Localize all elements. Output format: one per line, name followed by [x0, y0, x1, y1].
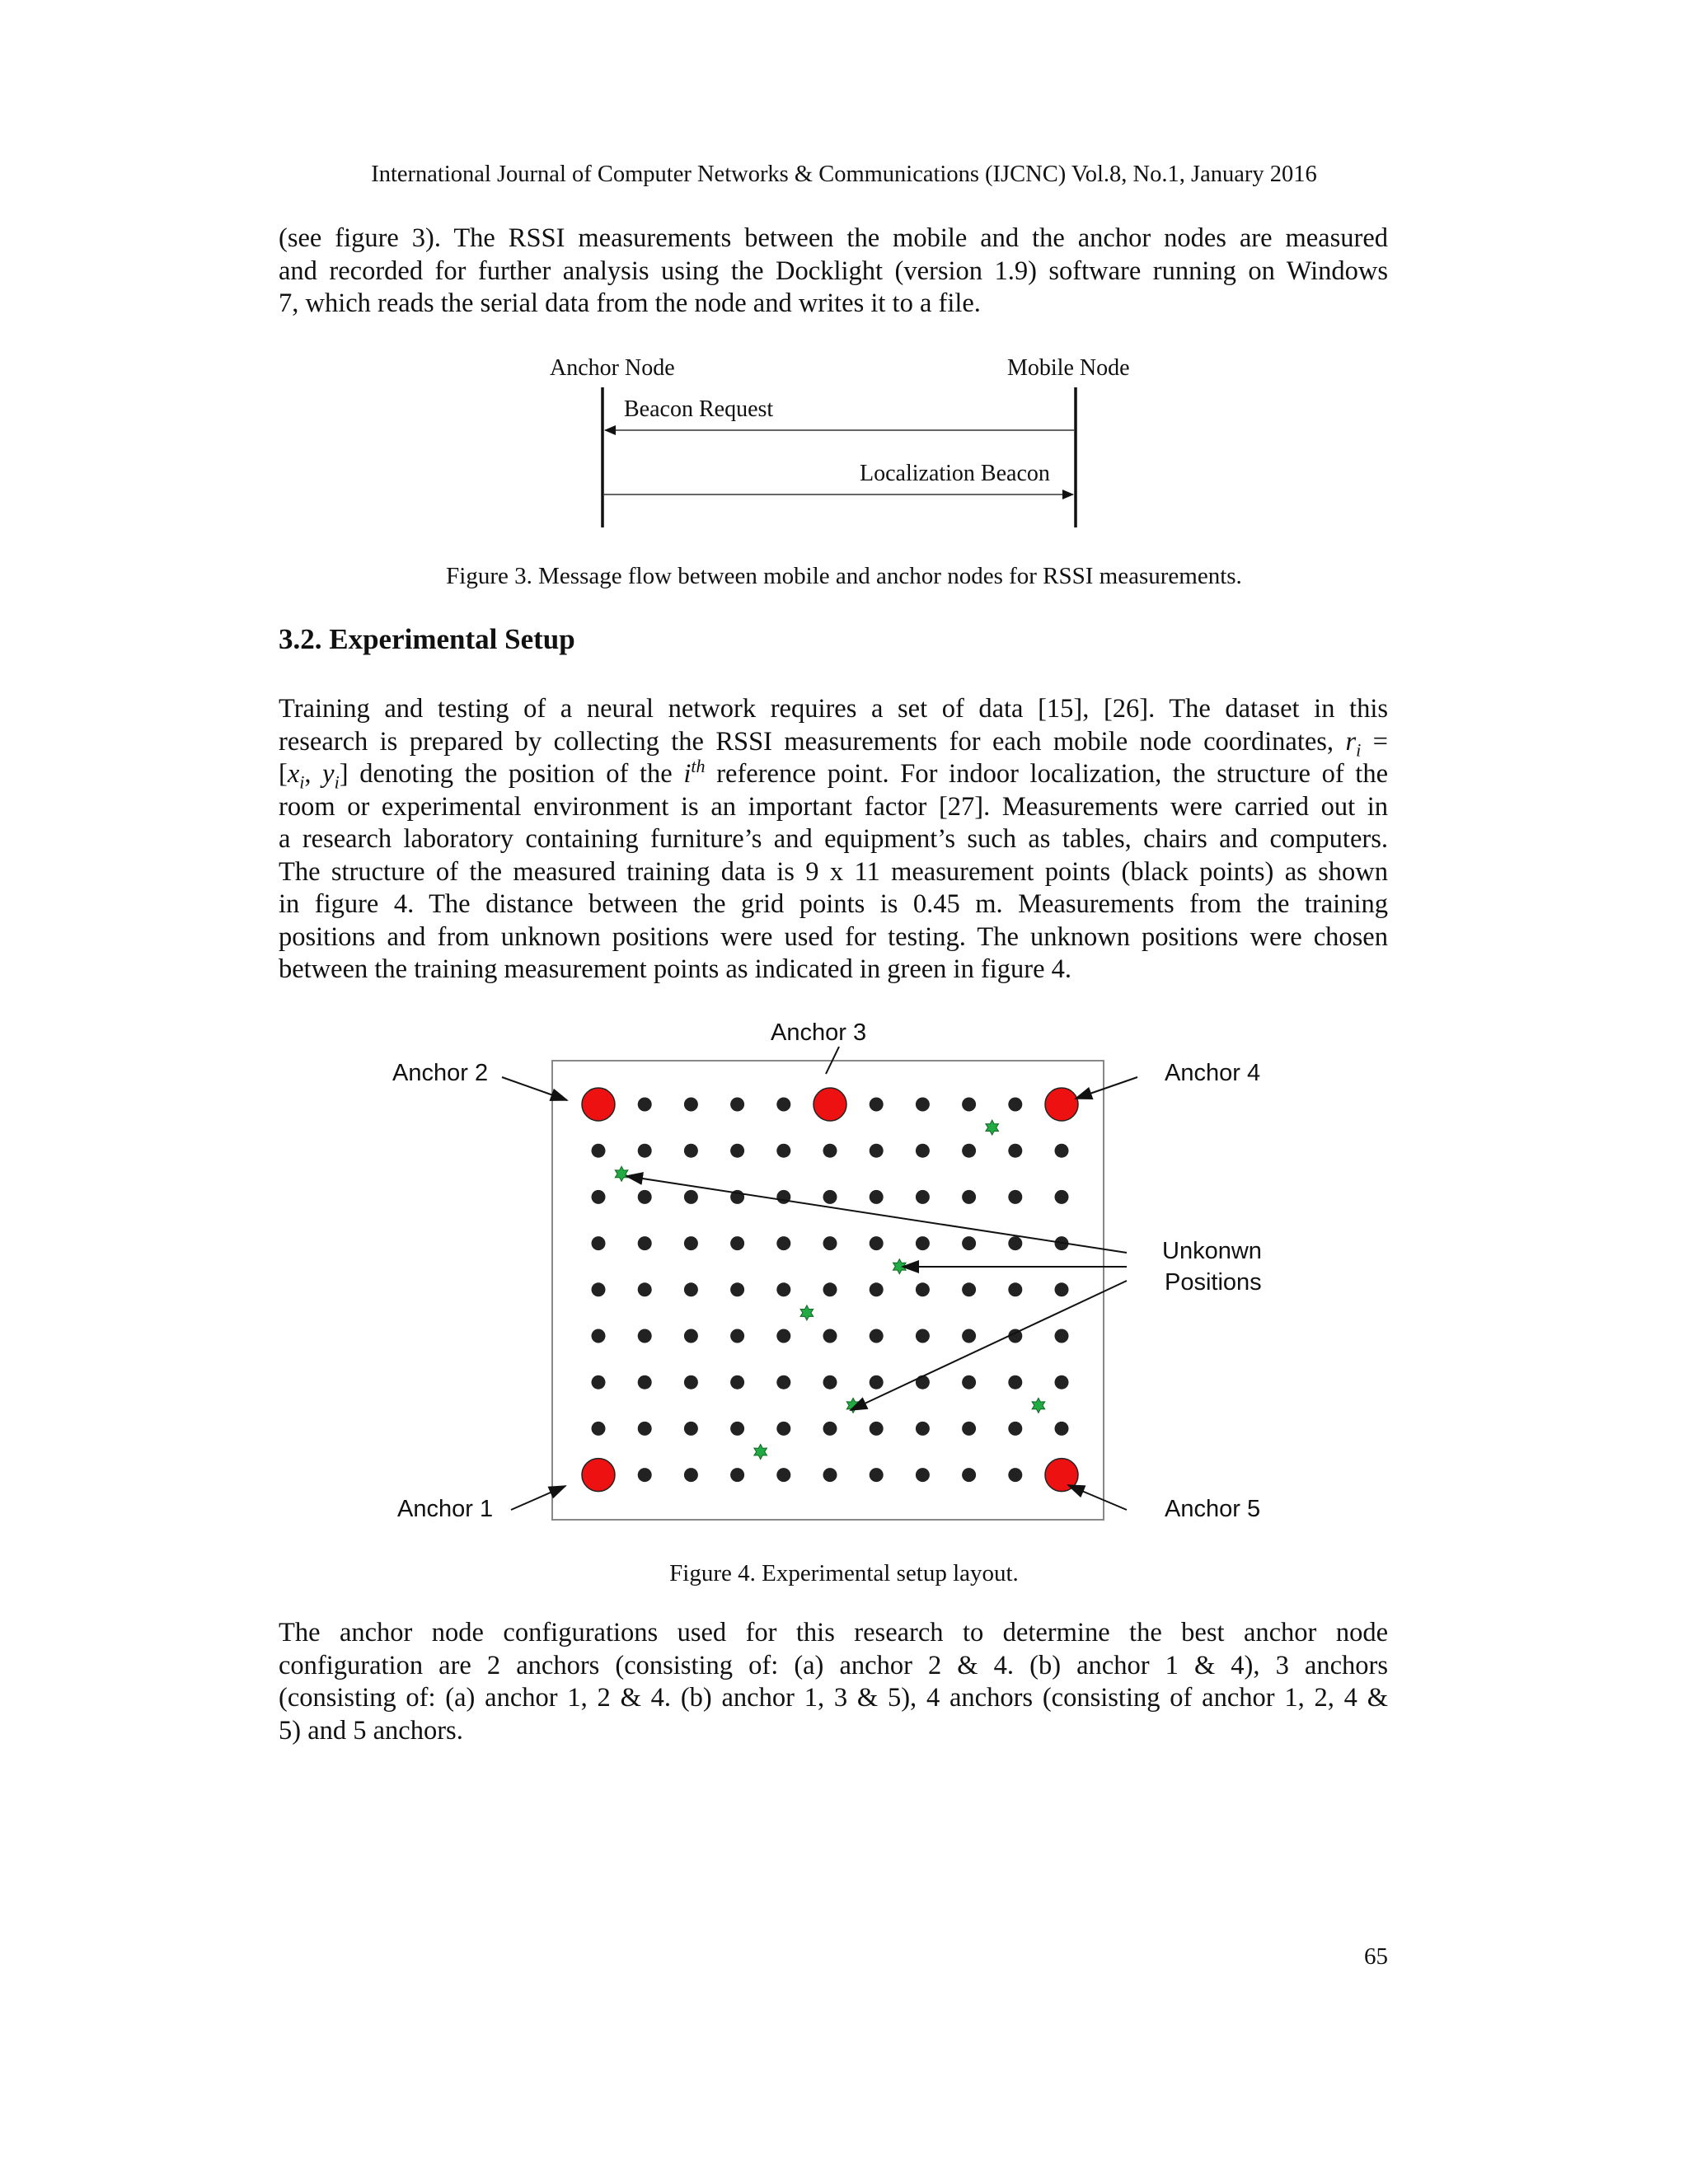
- paragraph-line: a research laboratory containing furniture’s and equipment’s such as tables, chairs and computers.: [279, 824, 1388, 854]
- anchor-3-pointer: [826, 1047, 839, 1074]
- unknown-positions: [615, 1120, 1044, 1459]
- grid-point: [684, 1376, 698, 1390]
- paragraph-intro: [279, 223, 1388, 321]
- grid-point: [916, 1329, 930, 1343]
- grid-point: [916, 1468, 930, 1482]
- grid-point: [870, 1329, 884, 1343]
- grid-point: [823, 1236, 837, 1250]
- grid-point: [776, 1376, 790, 1390]
- paragraph-line: 5) and 5 anchors.: [279, 1715, 463, 1746]
- grid-point: [1008, 1468, 1022, 1482]
- grid-point: [916, 1190, 930, 1204]
- grid-point: [916, 1376, 930, 1390]
- anchor-node: [814, 1088, 846, 1121]
- grid-point: [776, 1236, 790, 1250]
- grid-point: [1055, 1190, 1069, 1204]
- grid-point: [916, 1422, 930, 1436]
- grid-point: [592, 1422, 606, 1436]
- grid-point: [962, 1190, 976, 1204]
- paragraph-line: Training and testing of a neural network requires a set of data [15], [26]. The dataset in this: [279, 694, 1388, 724]
- grid-point: [962, 1098, 976, 1112]
- grid-point: [870, 1236, 884, 1250]
- grid-point: [638, 1098, 652, 1112]
- unknown-label-line1: Unkonwn: [1162, 1238, 1262, 1264]
- unknown-position-star: [846, 1398, 860, 1413]
- grid-point: [730, 1190, 744, 1204]
- grid-point: [776, 1190, 790, 1204]
- grid-point: [684, 1282, 698, 1296]
- grid-point: [776, 1144, 790, 1158]
- grid-point: [916, 1098, 930, 1112]
- grid-point: [962, 1236, 976, 1250]
- grid-point: [1008, 1144, 1022, 1158]
- unknown-position-star: [1032, 1398, 1045, 1413]
- grid-point: [776, 1468, 790, 1482]
- grid-point: [1008, 1236, 1022, 1250]
- anchor-node: [582, 1459, 615, 1492]
- running-header: International Journal of Computer Networks & Communications (IJCNC) Vol.8, No.1, January 2016: [371, 162, 1317, 187]
- localization-beacon-label: Localization Beacon: [860, 461, 1050, 486]
- grid-point: [823, 1282, 837, 1296]
- grid-point: [1008, 1190, 1022, 1204]
- grid-point: [962, 1282, 976, 1296]
- unknown-label-line2: Positions: [1165, 1269, 1262, 1296]
- grid-point: [592, 1236, 606, 1250]
- grid-point: [684, 1329, 698, 1343]
- page-number: 65: [1364, 1943, 1388, 1970]
- grid-point: [1008, 1098, 1022, 1112]
- anchor-4-arrow: [1076, 1077, 1137, 1099]
- paragraph-line: between the training measurement points as indicated in green in figure 4.: [279, 954, 1072, 984]
- grid-point: [870, 1144, 884, 1158]
- grid-point: [638, 1376, 652, 1390]
- grid-point: [870, 1282, 884, 1296]
- unknown-arrow-3: [851, 1281, 1127, 1410]
- grid-point: [684, 1098, 698, 1112]
- grid-point: [638, 1282, 652, 1296]
- grid-point: [684, 1422, 698, 1436]
- unknown-position-star: [615, 1166, 628, 1181]
- grid-point: [684, 1236, 698, 1250]
- grid-point: [638, 1144, 652, 1158]
- grid-point: [638, 1236, 652, 1250]
- grid-point: [823, 1329, 837, 1343]
- paragraph-line: [$x_i$, $y_i$] denoting the position of the $i^{th}$ reference point. For indoor localization, the structure of the: [279, 756, 1389, 793]
- grid-point: [916, 1236, 930, 1250]
- grid-point: [730, 1329, 744, 1343]
- measurement-grid: [582, 1088, 1078, 1492]
- anchor-2-arrow: [502, 1077, 567, 1100]
- grid-point: [962, 1376, 976, 1390]
- grid-point: [870, 1376, 884, 1390]
- grid-point: [730, 1236, 744, 1250]
- grid-point: [638, 1329, 652, 1343]
- grid-point: [870, 1190, 884, 1204]
- grid-point: [1008, 1282, 1022, 1296]
- grid-point: [730, 1144, 744, 1158]
- anchor-3-label: Anchor 3: [771, 1019, 867, 1046]
- grid-point: [638, 1422, 652, 1436]
- grid-point: [776, 1329, 790, 1343]
- paragraph-line: configuration are 2 anchors (consisting of: (a) anchor 2 & 4. (b) anchor 1 & 4), 3 anchors: [279, 1650, 1388, 1680]
- paragraph-line: The structure of the measured training data is 9 x 11 measurement points (black points) as shown: [279, 856, 1388, 887]
- paragraph-line: positions and from unknown positions were used for testing. The unknown positions were chosen: [279, 921, 1388, 952]
- grid-point: [684, 1144, 698, 1158]
- paragraph-line: and recorded for further analysis using the Docklight (version 1.9) software running on Windows: [279, 255, 1388, 286]
- grid-point: [1055, 1422, 1069, 1436]
- grid-point: [730, 1468, 744, 1482]
- anchor-node-label: Anchor Node: [550, 355, 675, 381]
- grid-point: [1055, 1144, 1069, 1158]
- grid-point: [592, 1282, 606, 1296]
- room-outline: [552, 1061, 1104, 1520]
- grid-point: [962, 1468, 976, 1482]
- grid-point: [916, 1144, 930, 1158]
- unknown-position-star: [893, 1259, 907, 1274]
- paragraph-line: room or experimental environment is an important factor [27]. Measurements were carried out in: [279, 791, 1388, 822]
- grid-point: [684, 1468, 698, 1482]
- grid-point: [962, 1422, 976, 1436]
- grid-point: [962, 1144, 976, 1158]
- grid-point: [592, 1144, 606, 1158]
- figure-4-caption: Figure 4. Experimental setup layout.: [669, 1560, 1019, 1586]
- paragraph-line: (consisting of: (a) anchor 1, 2 & 4. (b) anchor 1, 3 & 5), 4 anchors (consisting of anchor 1, 2, 4 &: [279, 1683, 1388, 1713]
- grid-point: [823, 1144, 837, 1158]
- grid-point: [638, 1468, 652, 1482]
- anchor-node: [582, 1088, 615, 1121]
- grid-point: [776, 1282, 790, 1296]
- paragraph-setup: [279, 693, 1388, 987]
- grid-point: [870, 1422, 884, 1436]
- unknown-position-star: [800, 1305, 814, 1320]
- anchor-1-label: Anchor 1: [397, 1496, 494, 1522]
- paragraph-line: 7, which reads the serial data from the node and writes it to a file.: [279, 288, 981, 318]
- grid-point: [1008, 1422, 1022, 1436]
- mobile-node-label: Mobile Node: [1007, 355, 1130, 381]
- grid-point: [730, 1376, 744, 1390]
- beacon-request-label: Beacon Request: [624, 396, 774, 422]
- anchor-node: [1045, 1088, 1078, 1121]
- grid-point: [730, 1422, 744, 1436]
- anchor-1-arrow: [511, 1486, 565, 1510]
- unknown-position-star: [754, 1445, 767, 1460]
- unknown-arrow-1: [626, 1176, 1127, 1253]
- grid-point: [592, 1376, 606, 1390]
- anchor-5-arrow: [1068, 1485, 1127, 1510]
- anchor-2-label: Anchor 2: [392, 1060, 489, 1086]
- grid-point: [592, 1329, 606, 1343]
- unknown-position-star: [986, 1120, 999, 1135]
- paragraph-line: research is prepared by collecting the RSSI measurements for each mobile node coordinates, $r_i$ =: [279, 726, 1388, 760]
- grid-point: [730, 1098, 744, 1112]
- grid-point: [776, 1098, 790, 1112]
- grid-point: [1008, 1329, 1022, 1343]
- grid-point: [823, 1422, 837, 1436]
- grid-point: [1055, 1329, 1069, 1343]
- grid-point: [1055, 1282, 1069, 1296]
- grid-point: [1055, 1236, 1069, 1250]
- paragraph-line: The anchor node configurations used for this research to determine the best anchor node: [279, 1618, 1388, 1647]
- paragraph-line: in figure 4. The distance between the grid points is 0.45 m. Measurements from the training: [279, 889, 1388, 919]
- grid-point: [870, 1468, 884, 1482]
- anchor-node: [1045, 1459, 1078, 1492]
- section-title: 3.2. Experimental Setup: [279, 623, 575, 655]
- grid-point: [730, 1282, 744, 1296]
- grid-point: [776, 1422, 790, 1436]
- paragraph-line: (see figure 3). The RSSI measurements between the mobile and the anchor nodes are measured: [279, 223, 1388, 253]
- grid-point: [916, 1282, 930, 1296]
- grid-point: [684, 1190, 698, 1204]
- grid-point: [638, 1190, 652, 1204]
- anchor-5-label: Anchor 5: [1165, 1496, 1261, 1522]
- grid-point: [592, 1190, 606, 1204]
- grid-point: [823, 1468, 837, 1482]
- figure-3-caption: Figure 3. Message flow between mobile and anchor nodes for RSSI measurements.: [446, 563, 1242, 589]
- grid-point: [1055, 1376, 1069, 1390]
- anchor-4-label: Anchor 4: [1165, 1060, 1261, 1086]
- grid-point: [823, 1376, 837, 1390]
- grid-point: [870, 1098, 884, 1112]
- grid-point: [1008, 1376, 1022, 1390]
- grid-point: [962, 1329, 976, 1343]
- grid-point: [823, 1190, 837, 1204]
- paragraph-configurations: [279, 1617, 1388, 1747]
